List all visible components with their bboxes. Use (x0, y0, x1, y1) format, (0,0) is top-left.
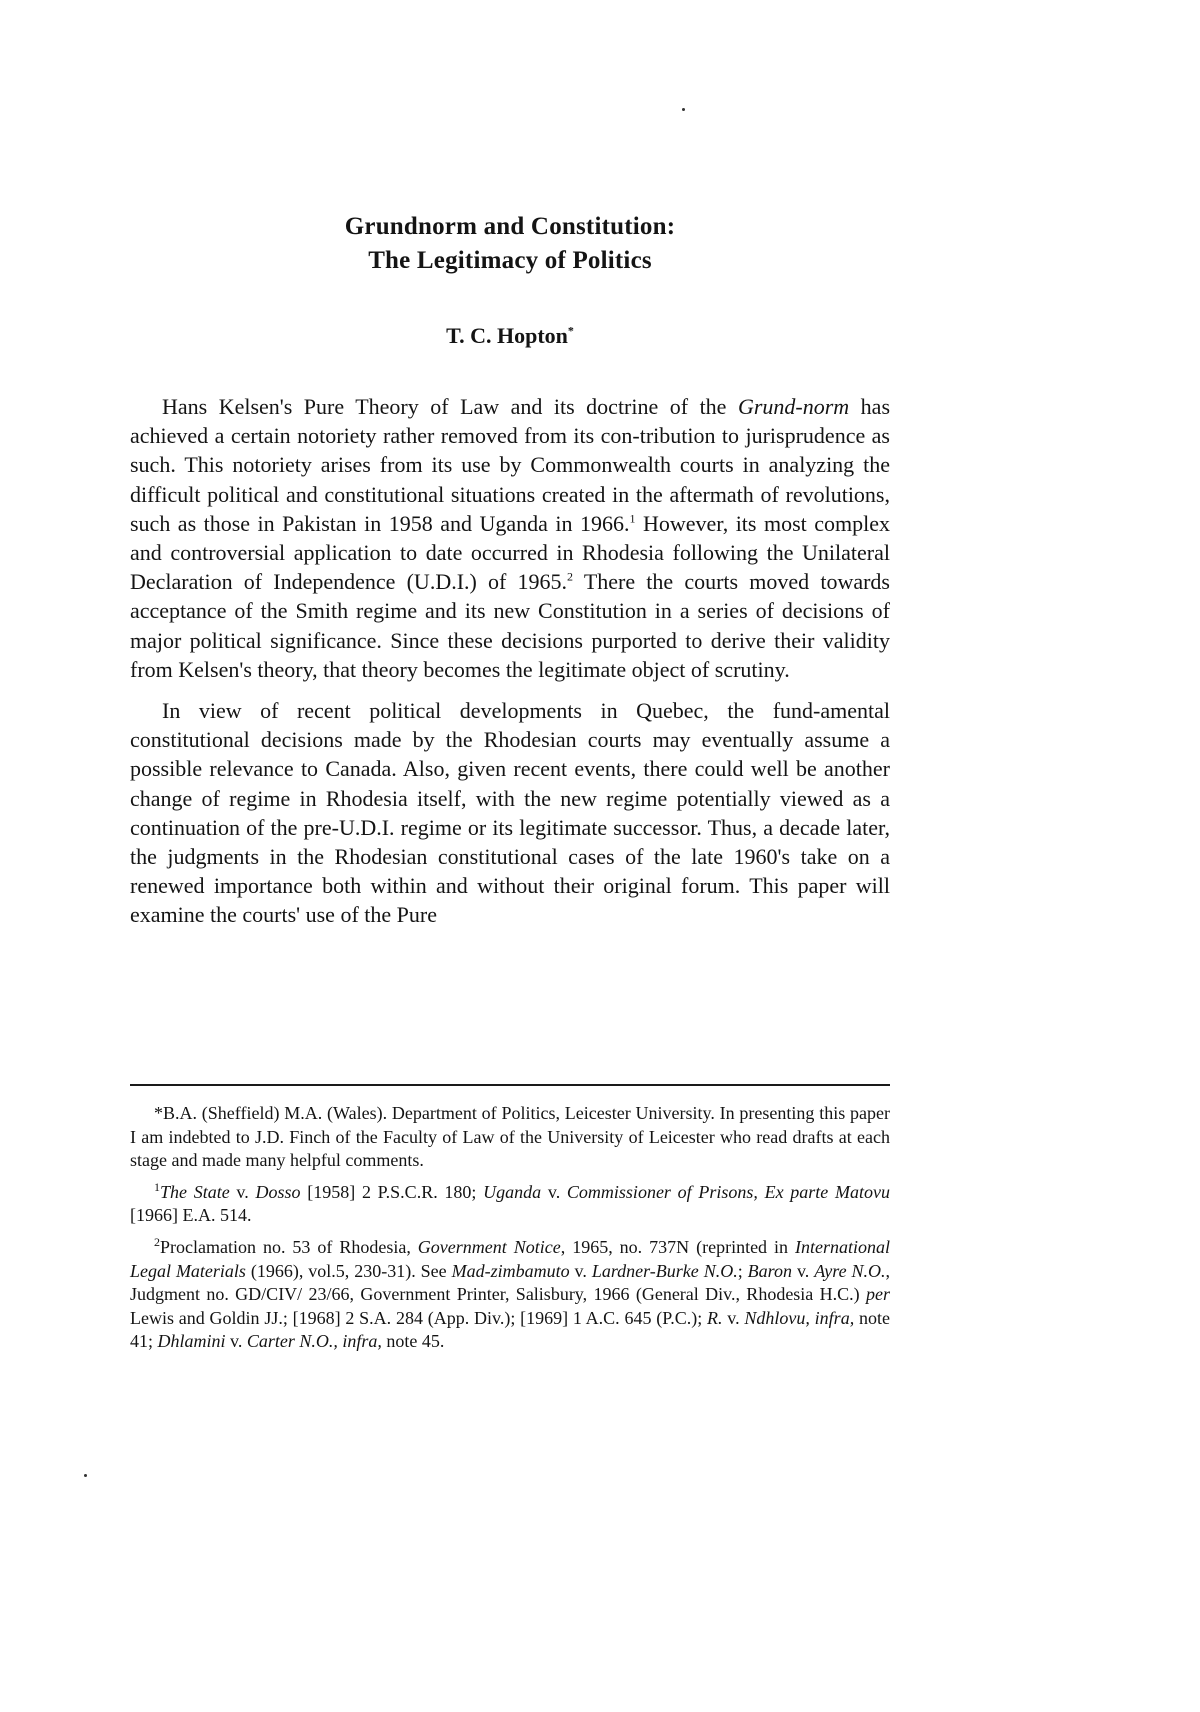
footnotes (130, 1102, 890, 1354)
footnote-ref-1[interactable]: 1 (629, 511, 636, 526)
footnote-text: ; (737, 1260, 748, 1281)
case-name: Lardner-Burke N.O. (591, 1260, 738, 1281)
latin-term: per (866, 1284, 890, 1305)
paragraph-text: There the courts moved towards acceptance of the Smith regime and its new Constitution in a series of decisions of major political significance. Since these decisions purported to derive their validity from Kelsen's theory, that theory becomes the legitimate object of scrutiny. (130, 569, 890, 682)
footnote-ref-2[interactable]: 2 (567, 569, 574, 584)
case-name: Mad-zimbamuto (451, 1260, 570, 1281)
footnote-divider (130, 1084, 890, 1086)
title-line-2: The Legitimacy of Politics (368, 247, 652, 274)
footnote-text: B.A. (Sheffield) M.A. (Wales). Department of Politics, Leicester University. In presenting this paper I am indebted to J.D. Finch of the Faculty of Law of the University of Leicester who read drafts at each stage and made many helpful comments. (130, 1103, 890, 1171)
footnote-text: Lewis and Goldin JJ.; [1968] 2 S.A. 284 (App. Div.); [1969] 1 A.C. 645 (P.C.); (130, 1307, 708, 1328)
footnote-text: v. (541, 1181, 567, 1202)
body-paragraph-1 (130, 392, 890, 684)
case-name: Commissioner of Prisons, Ex parte Matovu (566, 1181, 890, 1202)
footnote-text: v. (229, 1181, 256, 1202)
footnote-text: (1966), vol.5, 230-31). See (245, 1260, 452, 1281)
body-paragraph-2: In view of recent political developments in Quebec, the fund-amental constitutional decisions made by the Rhodesian courts may eventually assume a possible relevance to Canada. Also, given recent events, there could well be another change of regime in Rhodesia itself, with the new regime potentially viewed as a continuation of the pre-U.D.I. regime or its legitimate successor. Thus, a decade later, the judgments in the Rhodesian constitutional cases of the late 1960's take on a renewed importance both within and without their original forum. This paper will examine the courts' use of the Pure (130, 698, 890, 928)
paragraph-text: has achieved a certain notoriety rather removed from its con-tribution to jurisprudence as such. This notoriety arises from its use by Commonwealth courts in analyzing the difficult political and constitutional situations created in the aftermath of revolutions, such as those in Pakistan in 1958 and Uganda in 1966. (130, 394, 891, 536)
footnote-1 (130, 1181, 890, 1228)
case-name: Dhlamini (157, 1331, 226, 1352)
footnote-text: v. (569, 1260, 592, 1281)
footnote-mark: * (154, 1103, 163, 1123)
case-name: The State (160, 1181, 230, 1202)
paragraph-text: Hans Kelsen's Pure Theory of Law and its doctrine of the (162, 394, 738, 419)
publication-title: International Legal Materials (130, 1236, 890, 1281)
article-title (130, 210, 890, 278)
footnote-text: note 41; (130, 1307, 890, 1352)
footnote-text: v. (722, 1307, 745, 1328)
case-name: Ayre N.O. (814, 1260, 886, 1281)
footnote-text: note 45. (381, 1331, 445, 1352)
scan-speck (84, 1474, 87, 1477)
author-footnote-mark[interactable]: * (567, 323, 574, 338)
footnote-text: Proclamation no. 53 of Rhodesia, (160, 1236, 418, 1257)
footnote-mark: 1 (154, 1179, 160, 1194)
footnote-mark: 2 (154, 1234, 160, 1249)
footnote-2 (130, 1236, 890, 1354)
case-name: Carter N.O., infra, (246, 1331, 382, 1352)
case-name: R. (707, 1307, 723, 1328)
case-name: Baron (747, 1260, 793, 1281)
footnote-text: v. (792, 1260, 815, 1281)
paragraph-text: However, its most complex and controversial application to date occurred in Rhodesia following the Unilateral Declaration of Independence (U.D.I.) of 1965. (130, 510, 890, 595)
footnote-star (130, 1102, 890, 1173)
article-page (130, 0, 890, 1712)
case-name: Ndhlovu, infra, (744, 1307, 855, 1328)
grundnorm-term: Grund-norm (737, 394, 850, 419)
footnote-text: v. (225, 1331, 247, 1352)
author-text: T. C. Hopton (446, 323, 568, 348)
footnote-text: , 1965, no. 737N (reprinted in (560, 1236, 795, 1257)
case-name: Uganda (483, 1181, 542, 1202)
case-name: Dosso (255, 1181, 301, 1202)
publication-title: Government Notice (417, 1236, 561, 1257)
footnote-text: [1966] E.A. 514. (130, 1205, 252, 1226)
footnote-text: , Judgment no. GD/CIV/ 23/66, Government Printer, Salisbury, 1966 (General Div., Rhodesia H.C.) (130, 1260, 890, 1305)
title-line-1: Grundnorm and Constitution: (344, 213, 676, 240)
author-name (130, 322, 890, 350)
article-body (130, 392, 890, 930)
footnote-text: [1958] 2 P.S.C.R. 180; (300, 1181, 484, 1202)
